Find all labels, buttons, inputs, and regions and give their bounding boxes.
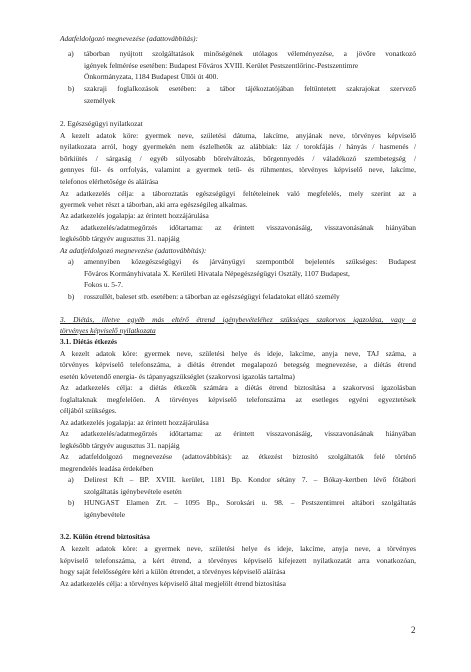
text-line: Az adatfeldolgozó megnevezése (adattovábbítás): az étkezést biztosító szolgáltatók felé történő [60, 452, 416, 461]
text-line: 2. Egészségügyi nyilatkozat [60, 119, 143, 128]
text-line: szolgáltatás igénybevétele esetén [84, 487, 182, 496]
text-line: 3.1. Diétás étkezés [60, 337, 118, 346]
text-line: bőrkiütés / sárgaság / egyéb súlyosabb bőrelváltozás, bőrgennyedés / váladékozó szembetegség / [60, 154, 416, 163]
list-marker: a) [68, 49, 74, 58]
text-line: igények felmérése esetében: Budapest Főváros XVIII. Kerület Pestszentlőrinc-Pestszentimre [84, 61, 359, 70]
list-marker: b) [68, 498, 75, 507]
text-line: képviselő telefonszáma, a kért étrend, a törvényes képviselő kifejezett nyilatkozatát arra vonatkozóan, [60, 556, 416, 565]
page-number: 2 [411, 625, 416, 635]
text-line: Az adatkezelés célja: a diétás étkezők számára a diétás étrend biztosítása a szakorvosi igazolásban [60, 383, 416, 392]
text-line: törvényes képviselő nyilatkozata [60, 326, 156, 335]
text-line: Önkormányzata, 1184 Budapest Üllői út 400. [84, 72, 219, 81]
text-line: Az adatkezelés/adatmegőrzés időtartama: az érintett visszavonásáig, visszavonásának hiányában [60, 223, 416, 232]
text-line: telefonos elérhetősége és aláírása [60, 177, 159, 186]
text-line: A kezelt adatok köre: gyermek neve, születési dátuma, lakcíme, anyjának neve, törvényes képviselő [60, 131, 416, 140]
text-line: szakraji foglalkozások esetében: a tábor tájékoztatójában feltüntetett szakrajokat szervező [84, 84, 416, 93]
text-line: Az adatkezelés jogalapja: az érintett hozzájárulása [60, 211, 209, 220]
text-line: törvényes képviselő telefonszáma, a diétás étrendet megalapozó betegség megnevezése, a diétás étrend [60, 360, 416, 369]
text-line: 3.2. Külön étrend biztosítása [60, 532, 150, 541]
text-line: legkésőbb tárgyév augusztus 31. napjáig [60, 441, 180, 450]
text-line: táborban nyújtott szolgáltatások minőségének utólagos véleményezése, a jövőre vonatkozó [84, 49, 416, 58]
text-line: legkésőbb tárgyév augusztus 31. napjáig [60, 234, 180, 243]
text-line: esetén követendő energia- és tápanyagszükséglet (szakorvosi igazolás tartalma) [60, 372, 295, 381]
text-line: Az adatkezelés célja: a táboroztatás egészségügyi feltételeinek való megfelelés, mely szerint az a [60, 189, 416, 198]
text-line: amennyiben közegészségügyi és járványügyi szempontból bejelentés szükséges: Budapest [84, 257, 416, 266]
text-line: Fokos u. 5-7. [84, 280, 124, 289]
list-marker: a) [68, 475, 74, 484]
text-line: A kezelt adatok köre: a gyermek neve, születési helye és ideje, lakcíme, anyja neve, a törvényes [60, 544, 416, 553]
text-line: foglaltaknak megfelelően. A törvényes képviselő telefonszáma az esetleges egyéni egyeztetések [60, 395, 416, 404]
text-line: gyermek vehet részt a táborban, aki arra egészségileg alkalmas. [60, 200, 248, 209]
text-line: céljából szükséges. [60, 406, 117, 415]
text-line: Az adatkezelés jogalapja: az érintett hozzájárulása [60, 418, 209, 427]
text-line: Delirest Kft – BP. XVIII. kerület, 1181 Bp. Kondor sétány 7. – Bókay-kertben lévő főtábori [84, 475, 416, 484]
list-marker: b) [68, 84, 75, 93]
text-line: Az adatfeldolgozó megnevezése (adattovábbítás): [60, 246, 207, 255]
text-line: 3. Diétás, illetve egyéb más eltérő étrend igénybevételéhez szükséges szakorvos igazolása, vagy a [60, 315, 416, 324]
text-line: HUNGAST Elamen Zrt. – 1095 Bp., Soroksári u. 98. – Pestszentimrei altábori szolgáltatás [84, 498, 416, 507]
text-line: Az adatkezelés célja: a törvényes képviselő által megjelölt étrend biztosítása [60, 579, 286, 588]
text-line: megrendelés leadása érdekében [60, 464, 154, 473]
text-line: Az adatkezelés/adatmegőrzés időtartama: az érintett visszavonásáig, visszavonásának hiányában [60, 429, 416, 438]
text-line: Főváros Kormányhivatala X. Kerületi Hivatala Népegészségügyi Osztály, 1107 Budapest, [84, 269, 350, 278]
text-line: rosszullét, baleset stb. esetében: a táborban az egészségügyi feladatokat ellátó személy [84, 292, 340, 301]
text-line: hogy saját felelősségére kéri a külön étrendet, a törvényes képviselő aláírása [60, 567, 286, 576]
text-line: gennyes fül- és orrfolyás, valamint a gyermek tetű- és rühmentes, törvényes képviselő neve, lakcíme, [60, 165, 416, 174]
text-line: Adatfeldolgozó megnevezése (adattovábbítás): [60, 34, 198, 43]
text-line: személyek [84, 96, 116, 105]
text-line: igénybevétele [84, 510, 126, 519]
text-line: nyilatkozata arról, hogy gyermekén nem észlelhetők az alábbiak: láz / torokfájás / hányás / hasmenés / [60, 142, 416, 151]
list-marker: a) [68, 257, 74, 266]
list-marker: b) [68, 292, 75, 301]
text-line: A kezelt adatok köre: gyermek neve, születési helye és ideje, lakcíme, anyja neve, TAJ száma, a [60, 349, 416, 358]
